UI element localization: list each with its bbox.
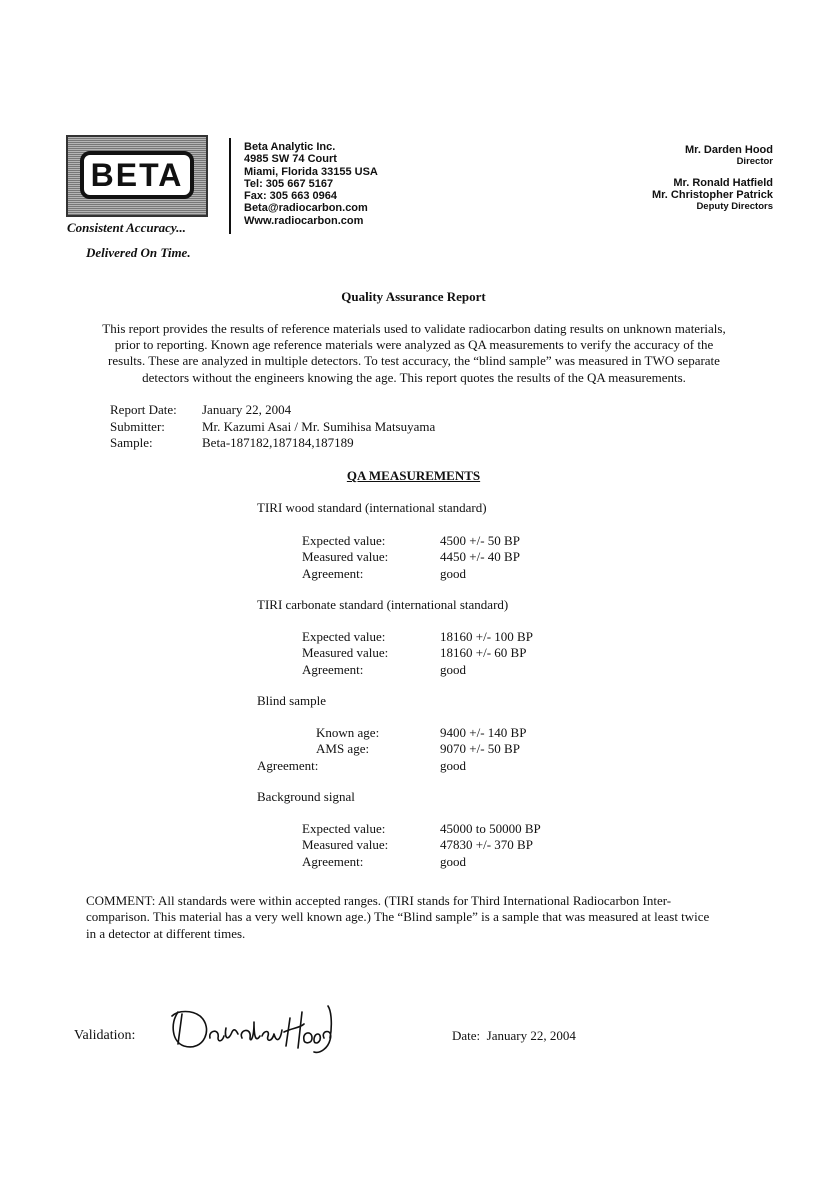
value-row — [0, 549, 827, 565]
company-city: Miami, Florida 33155 USA — [244, 165, 378, 178]
value-row — [0, 645, 827, 661]
value-text: 9070 +/- 50 BP — [440, 741, 520, 757]
logo-text: BETA — [90, 156, 184, 193]
comment-block — [86, 893, 766, 942]
report-date-label: Report Date: — [110, 402, 177, 417]
value-text: 4500 +/- 50 BP — [440, 533, 520, 548]
company-street: 4985 SW 74 Court — [244, 153, 337, 166]
value-label: Agreement: — [302, 565, 364, 581]
header-divider — [229, 138, 231, 234]
standard-title: Background signal — [257, 789, 355, 804]
value-text: 18160 +/- 60 BP — [440, 645, 527, 661]
report-date-value: January 22, 2004 — [202, 402, 292, 417]
date-value: January 22, 2004 — [486, 1028, 576, 1043]
value-label: Measured value: — [302, 837, 389, 853]
standard-title: TIRI carbonate standard (international standard) — [257, 597, 509, 612]
intro-line: detectors without the engineers knowing the age. This report quotes the results of the QA measurements. — [142, 369, 686, 385]
value-row — [0, 566, 827, 582]
tagline-line-1: Consistent Accuracy... — [67, 220, 186, 235]
intro-line: results. These are analyzed in multiple detectors. To test accuracy, the “blind sample” was measured in TWO separate — [108, 353, 720, 369]
qa-measurements-heading: QA MEASUREMENTS — [346, 468, 481, 483]
value-text: 4450 +/- 40 BP — [440, 549, 520, 565]
company-name: Beta Analytic Inc. — [244, 141, 336, 153]
intro-line: This report provides the results of reference materials used to validate radiocarbon dating results on unknown materials, — [102, 321, 726, 336]
report-intro — [60, 321, 768, 386]
value-row — [0, 533, 827, 549]
director-name: Mr. Darden Hood — [684, 144, 773, 156]
deputy-role: Deputy Directors — [696, 201, 773, 212]
comment-line: COMMENT: All standards were within accepted ranges. (TIRI stands for Third International Radiocarbon Inter- — [86, 893, 672, 908]
value-label: Measured value: — [302, 549, 389, 565]
standard-title: Blind sample — [257, 693, 326, 708]
standard-values — [0, 821, 827, 870]
sample-row — [110, 435, 435, 452]
report-meta — [110, 402, 435, 452]
validation-label: Validation: — [74, 1028, 136, 1043]
signature — [164, 998, 334, 1063]
company-website: Www.radiocarbon.com — [244, 214, 364, 227]
intro-line: prior to reporting. Known age reference materials were analyzed as QA measurements to verify the accuracy of the — [114, 337, 714, 353]
company-email: Beta@radiocarbon.com — [244, 202, 368, 215]
value-text: 18160 +/- 100 BP — [440, 629, 533, 644]
value-label: Measured value: — [302, 645, 389, 661]
comment-line: in a detector at different times. — [86, 925, 246, 941]
value-row — [0, 821, 827, 837]
value-row — [0, 758, 827, 774]
value-label: Expected value: — [302, 629, 386, 644]
value-text: 47830 +/- 370 BP — [440, 837, 533, 853]
value-text: good — [440, 565, 466, 581]
value-label: AMS age: — [316, 741, 370, 757]
standard-title: TIRI wood standard (international standard) — [257, 500, 487, 515]
value-text: good — [440, 661, 466, 677]
sample-value: Beta-187182,187184,187189 — [202, 435, 354, 450]
standard-values — [0, 629, 827, 678]
logo-badge — [80, 151, 194, 199]
value-row — [0, 837, 827, 853]
validation-date — [452, 1028, 576, 1044]
deputy-name-2: Mr. Christopher Patrick — [651, 189, 773, 201]
value-row — [0, 854, 827, 870]
company-address — [244, 141, 378, 227]
date-label: Date: — [452, 1028, 481, 1043]
standard-values — [0, 533, 827, 582]
sample-label: Sample: — [110, 435, 153, 450]
value-text: 45000 to 50000 BP — [440, 821, 541, 836]
director-role: Director — [736, 156, 773, 167]
tagline-line-2: Delivered On Time. — [86, 245, 191, 260]
value-text: good — [440, 757, 466, 773]
submitter-row — [110, 419, 435, 436]
company-fax: Fax: 305 663 0964 — [244, 190, 337, 203]
value-label: Agreement: — [302, 661, 364, 677]
value-label: Expected value: — [302, 821, 386, 836]
value-label: Known age: — [316, 725, 380, 740]
value-row — [0, 725, 827, 741]
value-row — [0, 629, 827, 645]
value-label: Agreement: — [257, 757, 319, 773]
company-tel: Tel: 305 667 5167 — [244, 177, 334, 190]
value-row — [0, 662, 827, 678]
value-text: good — [440, 853, 466, 869]
report-date-row — [110, 402, 435, 419]
value-label: Agreement: — [302, 853, 364, 869]
report-title: Quality Assurance Report — [341, 289, 486, 304]
signature-icon — [164, 998, 334, 1058]
beta-logo — [66, 135, 208, 217]
standard-values — [0, 725, 827, 774]
value-label: Expected value: — [302, 533, 386, 548]
submitter-value: Mr. Kazumi Asai / Mr. Sumihisa Matsuyama — [202, 418, 436, 434]
submitter-label: Submitter: — [110, 418, 165, 434]
deputy-name-1: Mr. Ronald Hatfield — [673, 177, 773, 189]
comment-line: comparison. This material has a very well known age.) The “Blind sample” is a sample that was measured at least twice — [86, 909, 710, 925]
staff-block — [652, 144, 773, 212]
value-row — [0, 741, 827, 757]
value-text: 9400 +/- 140 BP — [440, 725, 527, 740]
